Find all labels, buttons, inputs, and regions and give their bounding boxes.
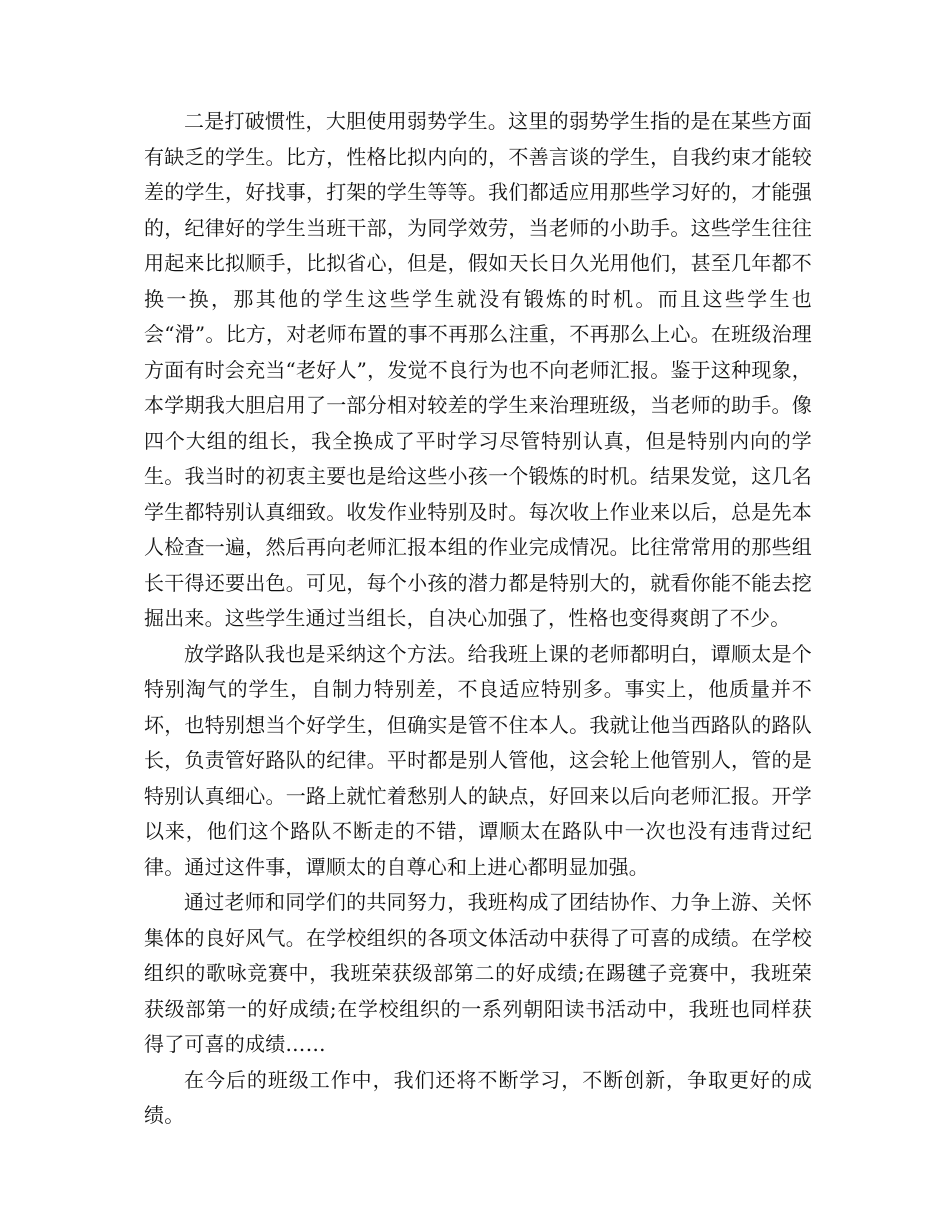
- paragraph-1: 二是打破惯性，大胆使用弱势学生。这里的弱势学生指的是在某些方面有缺乏的学生。比方，性格比拟内向的，不善言谈的学生，自我约束才能较差的学生，好找事，打架的学生等等。我们都适应用那些学习好的，才能强的，纪律好的学生当班干部，为同学效劳，当老师的小助手。这些学生往往用起来比拟顺手，比拟省心，但是，假如天长日久光用他们，甚至几年都不换一换，那其他的学生这些学生就没有锻炼的时机。而且这些学生也会“滑”。比方，对老师布置的事不再那么注重，不再那么上心。在班级治理方面有时会充当“老好人”，发觉不良行为也不向老师汇报。鉴于这种现象，本学期我大胆启用了一部分相对较差的学生来治理班级，当老师的助手。像四个大组的组长，我全换成了平时学习尽管特别认真，但是特别内向的学生。我当时的初衷主要也是给这些小孩一个锻炼的时机。结果发觉，这几名学生都特别认真细致。收发作业特别及时。每次收上作业来以后，总是先本人检查一遍，然后再向老师汇报本组的作业完成情况。比往常常用的那些组长干得还要出色。可见，每个小孩的潜力都是特别大的，就看你能不能去挖掘出来。这些学生通过当组长，自决心加强了，性格也变得爽朗了不少。: [144, 109, 812, 630]
- document-body: [144, 104, 812, 1134]
- paragraph-3: 通过老师和同学们的共同努力，我班构成了团结协作、力争上游、关怀集体的良好风气。在学校组织的各项文体活动中获得了可喜的成绩。在学校组织的歌咏竞赛中，我班荣获级部第二的好成绩;在踢毽子竞赛中，我班荣获级部第一的好成绩;在学校组织的一系列朝阳读书活动中，我班也同样获得了可喜的成绩……: [144, 890, 812, 1056]
- paragraph-2: 放学路队我也是采纳这个方法。给我班上课的老师都明白，谭顺太是个特别淘气的学生，自制力特别差，不良适应特别多。事实上，他质量并不坏，也特别想当个好学生，但确实是管不住本人。我就让他当西路队的路队长，负责管好路队的纪律。平时都是别人管他，这会轮上他管别人，管的是特别认真细心。一路上就忙着愁别人的缺点，好回来以后向老师汇报。开学以来，他们这个路队不断走的不错，谭顺太在路队中一次也没有违背过纪律。通过这件事，谭顺太的自尊心和上进心都明显加强。: [144, 641, 812, 879]
- paragraph-4: 在今后的班级工作中，我们还将不断学习，不断创新，争取更好的成绩。: [144, 1067, 812, 1127]
